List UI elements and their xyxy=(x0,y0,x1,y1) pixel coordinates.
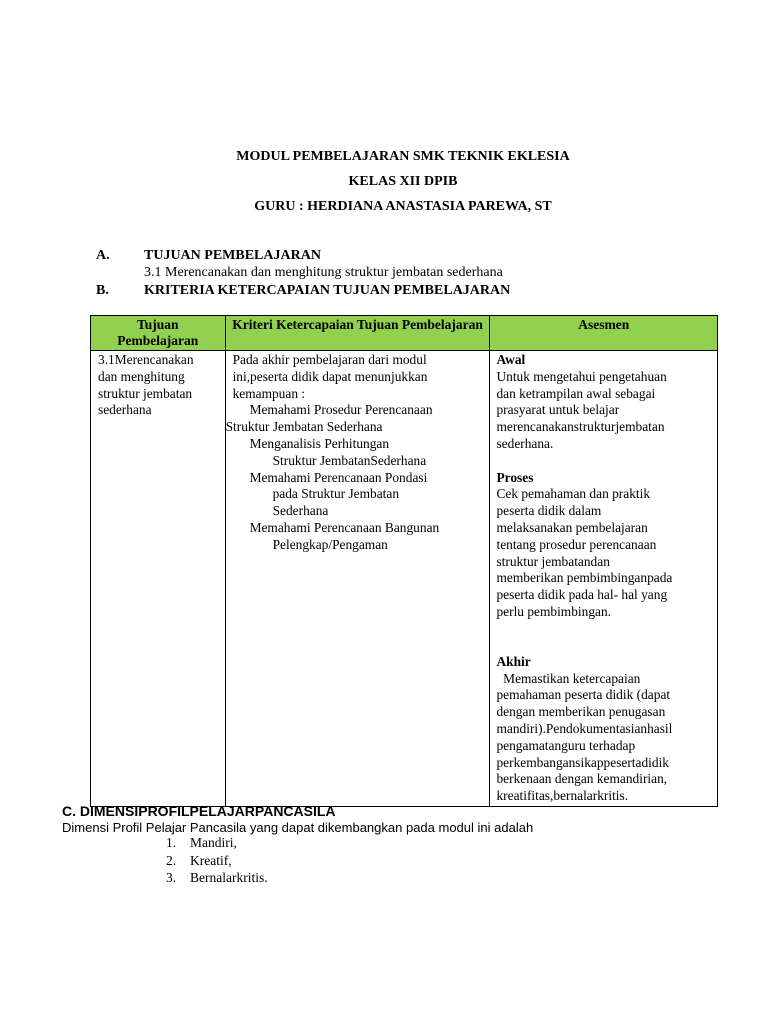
list-label: Kreatif, xyxy=(190,852,232,868)
dimension-list xyxy=(166,834,268,887)
kriteria-item-2: Menganalisis Perhitungan xyxy=(249,435,390,451)
list-label: Mandiri, xyxy=(190,835,237,850)
list-number: 2. xyxy=(166,852,177,868)
list-item xyxy=(166,834,268,852)
list-label: Bernalarkritis. xyxy=(190,870,268,885)
asesmen-akhir-line: kreatifitas,bernalarkritis. xyxy=(496,788,629,804)
section-a-letter: A. xyxy=(96,248,110,263)
kriteria-intro-line: ini,peserta didik dapat menunjukkan xyxy=(232,368,428,384)
asesmen-proses-line: tentang prosedur perencanaan xyxy=(496,536,657,552)
asesmen-awal-line: Untuk mengetahui pengetahuan xyxy=(496,368,667,384)
section-a-text: 3.1 Merencanakan dan menghitung struktur jembatan sederhana xyxy=(144,265,503,280)
asesmen-awal-line: sederhana. xyxy=(496,435,554,451)
section-c-title: C. DIMENSIPROFILPELAJARPANCASILA xyxy=(62,803,336,819)
asesmen-akhir-line: pengamatanguru terhadap xyxy=(496,737,636,753)
list-number: 3. xyxy=(166,870,177,885)
cell-kriteria xyxy=(225,351,490,807)
table-row xyxy=(91,351,718,807)
section-b-title: KRITERIA KETERCAPAIAN TUJUAN PEMBELAJARAN xyxy=(144,283,511,298)
table-header-row xyxy=(91,316,718,351)
asesmen-awal-line: prasyarat untuk belajar xyxy=(496,402,620,418)
asesmen-akhir-line: perkembangansikappesertadidik xyxy=(496,754,669,770)
section-c-intro: Dimensi Profil Pelajar Pancasila yang dapat dikembangkan pada modul ini adalah xyxy=(62,820,534,835)
asesmen-proses-line: struktur jembatandan xyxy=(496,553,610,569)
tujuan-line: dan menghitung xyxy=(98,368,185,384)
asesmen-awal-line: merencanakanstrukturjembatan xyxy=(496,419,665,435)
kriteria-item-3: Memahami Perencanaan Pondasi xyxy=(249,469,428,485)
kriteria-item-3-cont: pada Struktur Jembatan xyxy=(272,486,400,502)
tujuan-line: sederhana xyxy=(98,402,152,418)
list-item xyxy=(166,869,268,887)
kriteria-intro-line: kemampuan : xyxy=(232,385,306,401)
cell-tujuan xyxy=(91,351,226,807)
tujuan-line: struktur jembatan xyxy=(98,385,193,401)
asesmen-proses-title: Proses xyxy=(496,469,534,485)
asesmen-proses-line: peserta didik pada hal- hal yang xyxy=(496,587,668,603)
kriteria-item-2-cont: Struktur JembatanSederhana xyxy=(272,452,427,468)
asesmen-proses-line: memberikan pembimbinganpada xyxy=(496,570,673,586)
kriteria-item-1-cont: Struktur Jembatan Sederhana xyxy=(225,419,383,435)
asesmen-proses-line: melaksanakan pembelajaran xyxy=(496,519,648,535)
asesmen-akhir-title: Akhir xyxy=(496,653,531,669)
kriteria-intro-line: Pada akhir pembelajaran dari modul xyxy=(232,352,427,367)
document-title: MODUL PEMBELAJARAN SMK TEKNIK EKLESIA xyxy=(236,149,570,164)
kriteria-item-4-cont: Pelengkap/Pengaman xyxy=(272,536,388,552)
asesmen-awal-title: Awal xyxy=(496,352,526,367)
header-kriteria: Kriteri Ketercapaian Tujuan Pembelajaran xyxy=(225,316,490,351)
list-item xyxy=(166,852,268,870)
asesmen-awal-line: dan ketrampilan awal sebagai xyxy=(496,385,656,401)
criteria-table xyxy=(90,315,718,807)
header-tujuan: Tujuan Pembelajaran xyxy=(91,316,226,351)
cell-asesmen xyxy=(490,351,718,807)
asesmen-proses-line: peserta didik dalam xyxy=(496,503,602,519)
section-a-title: TUJUAN PEMBELAJARAN xyxy=(144,248,321,263)
asesmen-akhir-line: mandiri).Pendokumentasianhasil xyxy=(496,720,673,736)
class-label: KELAS XII DPIB xyxy=(348,174,458,189)
asesmen-akhir-line: Memastikan ketercapaian xyxy=(496,670,641,686)
header-asesmen: Asesmen xyxy=(490,316,718,351)
asesmen-akhir-line: pemahaman peserta didik (dapat xyxy=(496,687,671,703)
kriteria-item-1: Memahami Prosedur Perencanaan xyxy=(249,402,433,418)
asesmen-akhir-line: dengan memberikan penugasan xyxy=(496,704,666,720)
kriteria-item-3-cont: Sederhana xyxy=(272,503,329,519)
section-b-letter: B. xyxy=(96,283,109,298)
tujuan-line: 3.1Merencanakan xyxy=(98,352,194,367)
teacher-label: GURU : HERDIANA ANASTASIA PAREWA, ST xyxy=(254,199,552,214)
asesmen-akhir-line: berkenaan dengan kemandirian, xyxy=(496,771,668,787)
asesmen-proses-line: Cek pemahaman dan praktik xyxy=(496,486,651,502)
asesmen-proses-line: perlu pembimbingan. xyxy=(496,603,612,619)
list-number: 1. xyxy=(166,835,177,850)
kriteria-item-4: Memahami Perencanaan Bangunan xyxy=(249,519,440,535)
